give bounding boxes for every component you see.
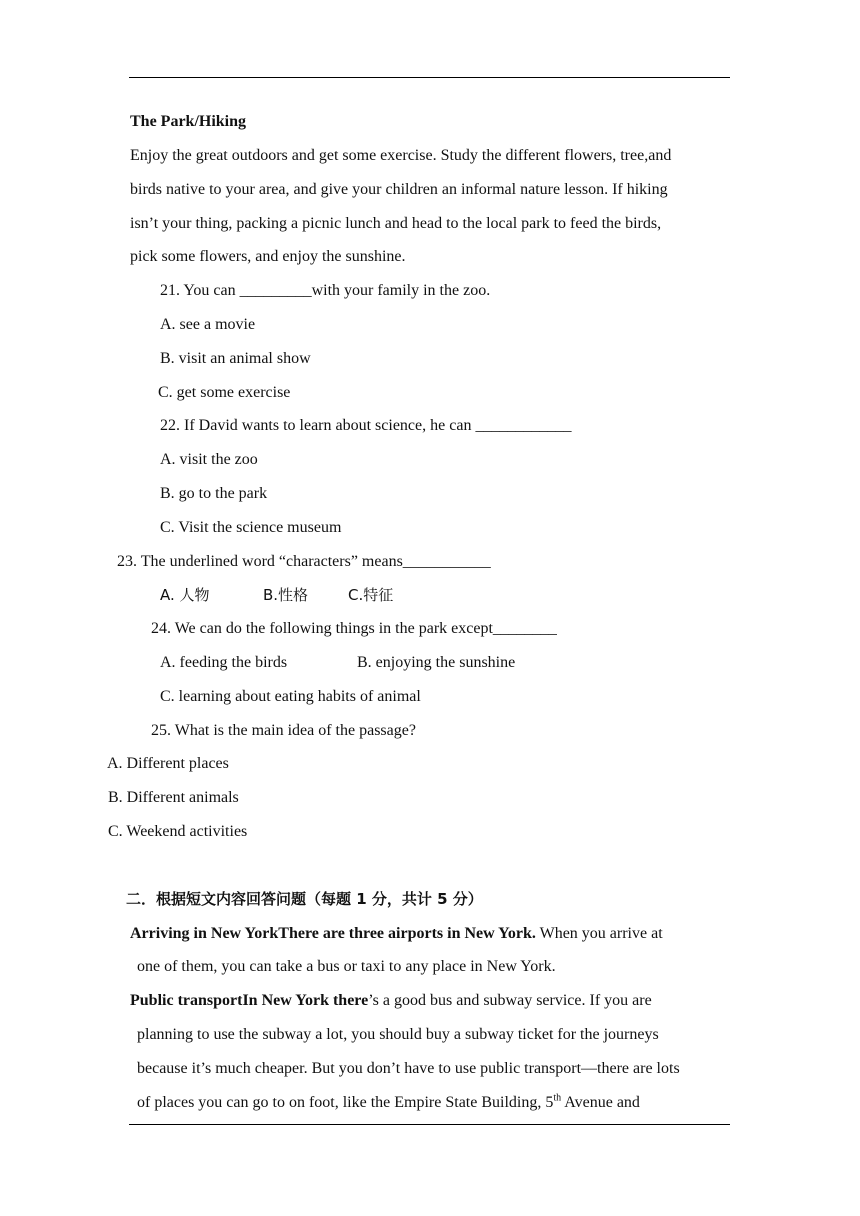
q24-option-a: A. feeding the birds bbox=[160, 654, 288, 671]
paragraph-transport bbox=[130, 991, 652, 1011]
q24-option-c: C. learning about eating habits of animal bbox=[160, 688, 421, 705]
top-rule bbox=[129, 77, 730, 78]
question-24: 24. We can do the following things in the park except________ bbox=[151, 620, 557, 637]
ordinal-superscript: th bbox=[553, 1092, 562, 1104]
q22-option-b: B. go to the park bbox=[160, 485, 268, 502]
paragraph-transport-text: ’s a good bus and subway service. If you are bbox=[368, 992, 652, 1009]
q25-option-a: A. Different places bbox=[107, 755, 229, 772]
paragraph-line: birds native to your area, and give your children an informal nature lesson. If hiking bbox=[130, 181, 668, 198]
q21-option-c: C. get some exercise bbox=[158, 384, 291, 401]
q21-option-b: B. visit an animal show bbox=[160, 350, 311, 367]
q25-option-b: B. Different animals bbox=[108, 789, 239, 806]
q22-option-c: C. Visit the science museum bbox=[160, 519, 342, 536]
q21-option-a: A. see a movie bbox=[160, 316, 256, 333]
paragraph-line: because it’s much cheaper. But you don’t have to use public transport—there are lots bbox=[137, 1060, 680, 1077]
paragraph-line: planning to use the subway a lot, you should buy a subway ticket for the journeys bbox=[137, 1026, 659, 1043]
line-text-a: of places you can go to on foot, like the Empire State Building, 5 bbox=[137, 1094, 554, 1111]
section-2-title: 二．根据短文内容回答问题（每题 1 分，共计 5 分） bbox=[126, 890, 483, 908]
question-21: 21. You can _________with your family in the zoo. bbox=[160, 282, 491, 299]
paragraph-line: one of them, you can take a bus or taxi to any place in New York. bbox=[137, 958, 556, 975]
q23-option-a: A. 人物 bbox=[160, 586, 210, 604]
bottom-rule bbox=[129, 1124, 730, 1125]
paragraph-transport-heading: Public transportIn New York there bbox=[130, 992, 369, 1009]
q22-option-a: A. visit the zoo bbox=[160, 451, 258, 468]
q25-option-c: C. Weekend activities bbox=[108, 823, 248, 840]
question-22: 22. If David wants to learn about science, he can ____________ bbox=[160, 417, 572, 434]
paragraph-line: pick some flowers, and enjoy the sunshine. bbox=[130, 248, 406, 265]
paragraph-line bbox=[137, 1093, 640, 1113]
q23-option-b: B.性格 bbox=[263, 586, 309, 604]
paragraph-arriving-heading: Arriving in New YorkThere are three airports in New York. bbox=[130, 925, 536, 942]
q24-option-b: B. enjoying the sunshine bbox=[357, 654, 516, 671]
paragraph-line: Enjoy the great outdoors and get some exercise. Study the different flowers, tree,and bbox=[130, 147, 672, 164]
section-heading: The Park/Hiking bbox=[130, 113, 247, 130]
paragraph-arriving bbox=[130, 924, 663, 944]
q23-option-c: C.特征 bbox=[348, 586, 394, 604]
paragraph-line: isn’t your thing, packing a picnic lunch and head to the local park to feed the birds, bbox=[130, 215, 662, 232]
question-23: 23. The underlined word “characters” means___________ bbox=[117, 553, 491, 570]
question-25: 25. What is the main idea of the passage? bbox=[151, 722, 416, 739]
line-text-b: Avenue and bbox=[561, 1094, 640, 1111]
paragraph-arriving-text: When you arrive at bbox=[535, 925, 663, 942]
